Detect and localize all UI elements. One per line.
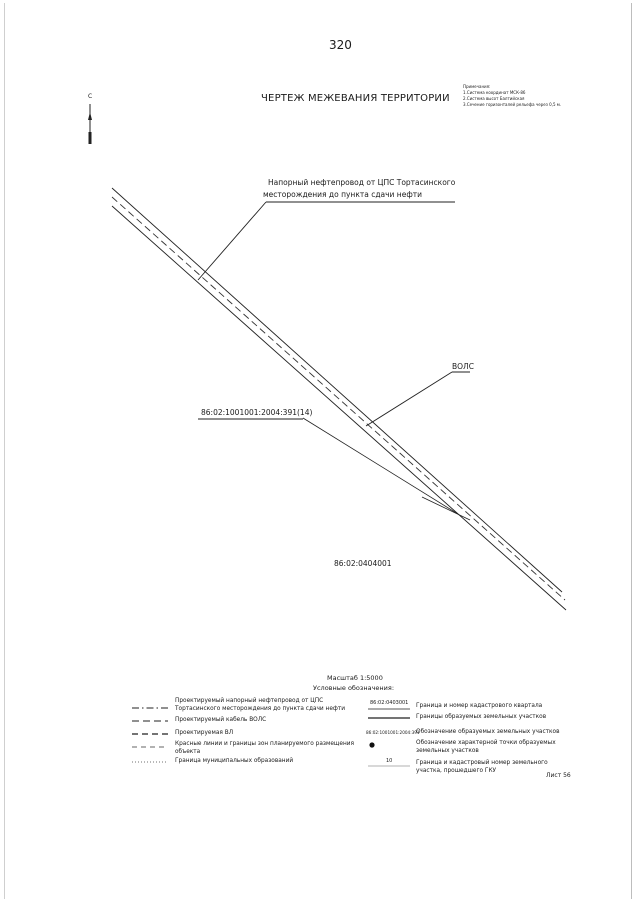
legend-item-parcel-borders: Границы образуемых земельных участков <box>416 714 547 720</box>
note-item: 2.Система высот Балтийская <box>463 96 525 101</box>
legend-item-red-lines-line1: Красные линии и границы зон планируемого размещения <box>175 741 354 747</box>
page-number: 320 <box>329 38 352 52</box>
parcel-lines <box>303 418 470 520</box>
pipeline-label-line1: Напорный нефтепровод от ЦПС Тортасинского <box>268 178 456 187</box>
legend-item-char-point-line2: земельных участков <box>416 748 479 754</box>
scale-label: Масштаб 1:5000 <box>327 674 383 682</box>
legend-item-vl: Проектируемая ВЛ <box>175 730 234 736</box>
pipeline-corridor <box>112 188 566 610</box>
legend-item-pipeline-line2: Тортасинского месторождения до пункта сдачи нефти <box>175 706 345 712</box>
vols-leader-line <box>366 372 452 426</box>
legend-item-gku-line2: участка, прошедшего ГКУ <box>416 768 497 774</box>
legend-item-red-lines-line2: объекта <box>175 749 201 755</box>
corridor-boundary-line <box>112 188 562 592</box>
note-item: 1.Система координат МСК-86 <box>463 90 526 95</box>
notes-heading: Примечания: <box>463 84 491 89</box>
legend-item-vols: Проектируемый кабель ВОЛС <box>175 717 267 723</box>
legend-symbols-left <box>132 708 168 762</box>
note-item: 3.Сечение горизонталей рельефа через 0,5 м. <box>463 102 562 107</box>
corridor-boundary-line <box>112 206 566 610</box>
parcel-label: 86:02:1001001:2004:391(14) <box>201 408 313 417</box>
leader-lines <box>198 202 470 426</box>
legend-item-municipal-border: Граница муниципальных образований <box>175 758 294 764</box>
pipeline-leader-line <box>198 202 266 280</box>
north-label: С <box>88 93 93 100</box>
quarter-label: 86:02:0404001 <box>334 559 392 568</box>
legend-item-gku-line1: Граница и кадастровый номер земельного <box>416 760 548 766</box>
legend-item-quarter-border: Граница и номер кадастрового квартала <box>416 703 543 709</box>
legend-item-char-point-line1: Обозначение характерной точки образуемых <box>416 740 556 746</box>
sheet-number: Лист 56 <box>546 772 571 779</box>
legend-sample-gku: 10 <box>386 758 393 764</box>
legend-item-pipeline-line1: Проектируемый напорный нефтепровод от ЦПС <box>175 698 324 704</box>
legend-sample-quarter: 86:02:0403001 <box>370 700 409 706</box>
north-arrow-icon <box>88 104 92 144</box>
legend-sample-parcel: 86:02:1001001:2004:391 <box>366 730 420 735</box>
legend-title: Условные обозначения: <box>313 684 395 692</box>
pipeline-label-line2: месторождения до пункта сдачи нефти <box>263 190 422 199</box>
drawing-title: ЧЕРТЕЖ МЕЖЕВАНИЯ ТЕРРИТОРИИ <box>261 93 450 104</box>
pipeline-axis-line <box>112 197 565 600</box>
legend-item-parcel-designation: Обозначение образуемых земельных участков <box>416 729 560 735</box>
vols-label: ВОЛС <box>452 362 474 371</box>
characteristic-point-icon <box>369 742 374 747</box>
